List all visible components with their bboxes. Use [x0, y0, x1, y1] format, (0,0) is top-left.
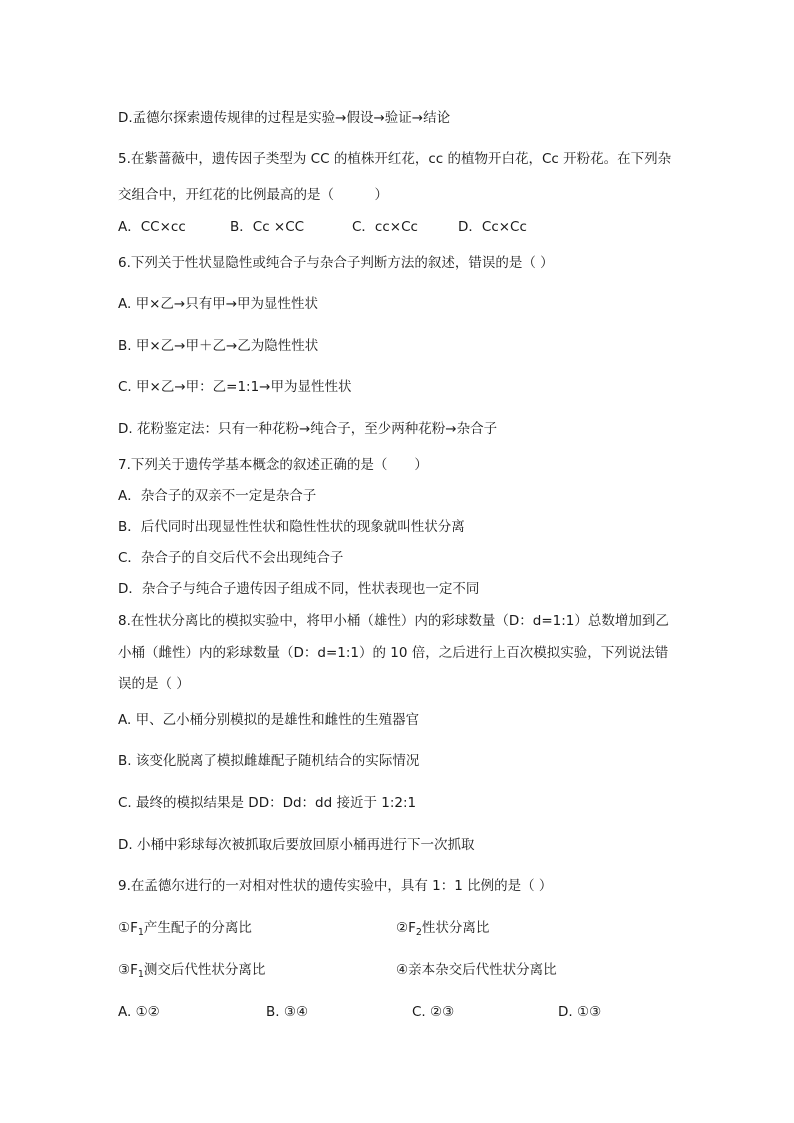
- q5-option-a: A．CC×cc: [118, 219, 186, 235]
- q6-option-a: A. 甲×乙→只有甲→甲为显性性状: [118, 296, 319, 312]
- q9-item-1: [118, 919, 252, 942]
- q8-option-d: D. 小桶中彩球每次被抓取后要放回原小桶再进行下一次抓取: [118, 837, 475, 853]
- q9-option-a: A. ①②: [118, 1004, 160, 1020]
- q9-item-2-text: 性状分离比: [421, 920, 490, 936]
- q9-option-d: D. ①③: [558, 1004, 602, 1020]
- q6-stem: 6.下列关于性状显隐性或纯合子与杂合子判断方法的叙述，错误的是（ ）: [118, 255, 554, 271]
- q9-item-3: [118, 961, 265, 984]
- q5-option-d: D．Cc×Cc: [458, 219, 527, 235]
- q5-stem-line-1: 5.在紫蔷薇中，遗传因子类型为 CC 的植株开红花，cc 的植物开白花，Cc 开粉花。在下列杂: [118, 151, 672, 167]
- q8-option-a: A. 甲、乙小桶分别模拟的是雄性和雌性的生殖器官: [118, 712, 420, 728]
- q9-option-c: C. ②③: [412, 1004, 455, 1020]
- q9-option-b: B. ③④: [266, 1004, 309, 1020]
- q8-stem-line-3: 误的是（ ）: [118, 676, 190, 692]
- q9-item-1-subscript: 1: [137, 927, 144, 938]
- q8-stem-line-1: 8.在性状分离比的模拟实验中，将甲小桶（雄性）内的彩球数量（D：d=1:1）总数增加到乙: [118, 613, 669, 629]
- q8-option-c: C. 最终的模拟结果是 DD：Dd：dd 接近于 1:2:1: [118, 795, 417, 811]
- q9-item-3-mark: ③F: [118, 962, 138, 978]
- q6-option-c: C. 甲×乙→甲：乙=1:1→甲为显性性状: [118, 379, 352, 395]
- q9-item-2-subscript: 2: [415, 927, 422, 938]
- q6-option-d: D. 花粉鉴定法：只有一种花粉→纯合子，至少两种花粉→杂合子: [118, 421, 498, 437]
- q9-item-3-subscript: 1: [137, 969, 144, 980]
- q9-item-2-mark: ②F: [396, 920, 416, 936]
- q9-item-4: ④亲本杂交后代性状分离比: [396, 962, 557, 978]
- q8-stem-line-2: 小桶（雌性）内的彩球数量（D：d=1:1）的 10 倍，之后进行上百次模拟实验，下列说法错: [118, 645, 669, 661]
- q7-stem: 7.下列关于遗传学基本概念的叙述正确的是（ ）: [118, 457, 428, 473]
- q5-option-c: C．cc×Cc: [352, 219, 418, 235]
- q5-option-b: B．Cc ×CC: [230, 219, 305, 235]
- q7-option-c: C．杂合子的自交后代不会出现纯合子: [118, 550, 344, 566]
- q6-option-b: B. 甲×乙→甲＋乙→乙为隐性性状: [118, 338, 319, 354]
- q7-option-a: A．杂合子的双亲不一定是杂合子: [118, 488, 317, 504]
- q9-item-1-mark: ①F: [118, 920, 138, 936]
- q5-stem-line-2: 交组合中，开红花的比例最高的是（ ）: [118, 187, 388, 203]
- q9-item-1-text: 产生配子的分离比: [143, 920, 252, 936]
- q9-item-3-text: 测交后代性状分离比: [143, 962, 266, 978]
- q4-option-d: D.孟德尔探索遗传规律的过程是实验→假设→验证→结论: [118, 110, 451, 126]
- q9-item-2: [396, 919, 489, 942]
- q8-option-b: B. 该变化脱离了模拟雌雄配子随机结合的实际情况: [118, 753, 420, 769]
- q7-option-d: D．杂合子与纯合子遗传因子组成不同，性状表现也一定不同: [118, 581, 480, 597]
- q9-stem: 9.在孟德尔进行的一对相对性状的遗传实验中，具有 1：1 比例的是（ ）: [118, 878, 553, 894]
- q7-option-b: B．后代同时出现显性性状和隐性性状的现象就叫性状分离: [118, 519, 465, 535]
